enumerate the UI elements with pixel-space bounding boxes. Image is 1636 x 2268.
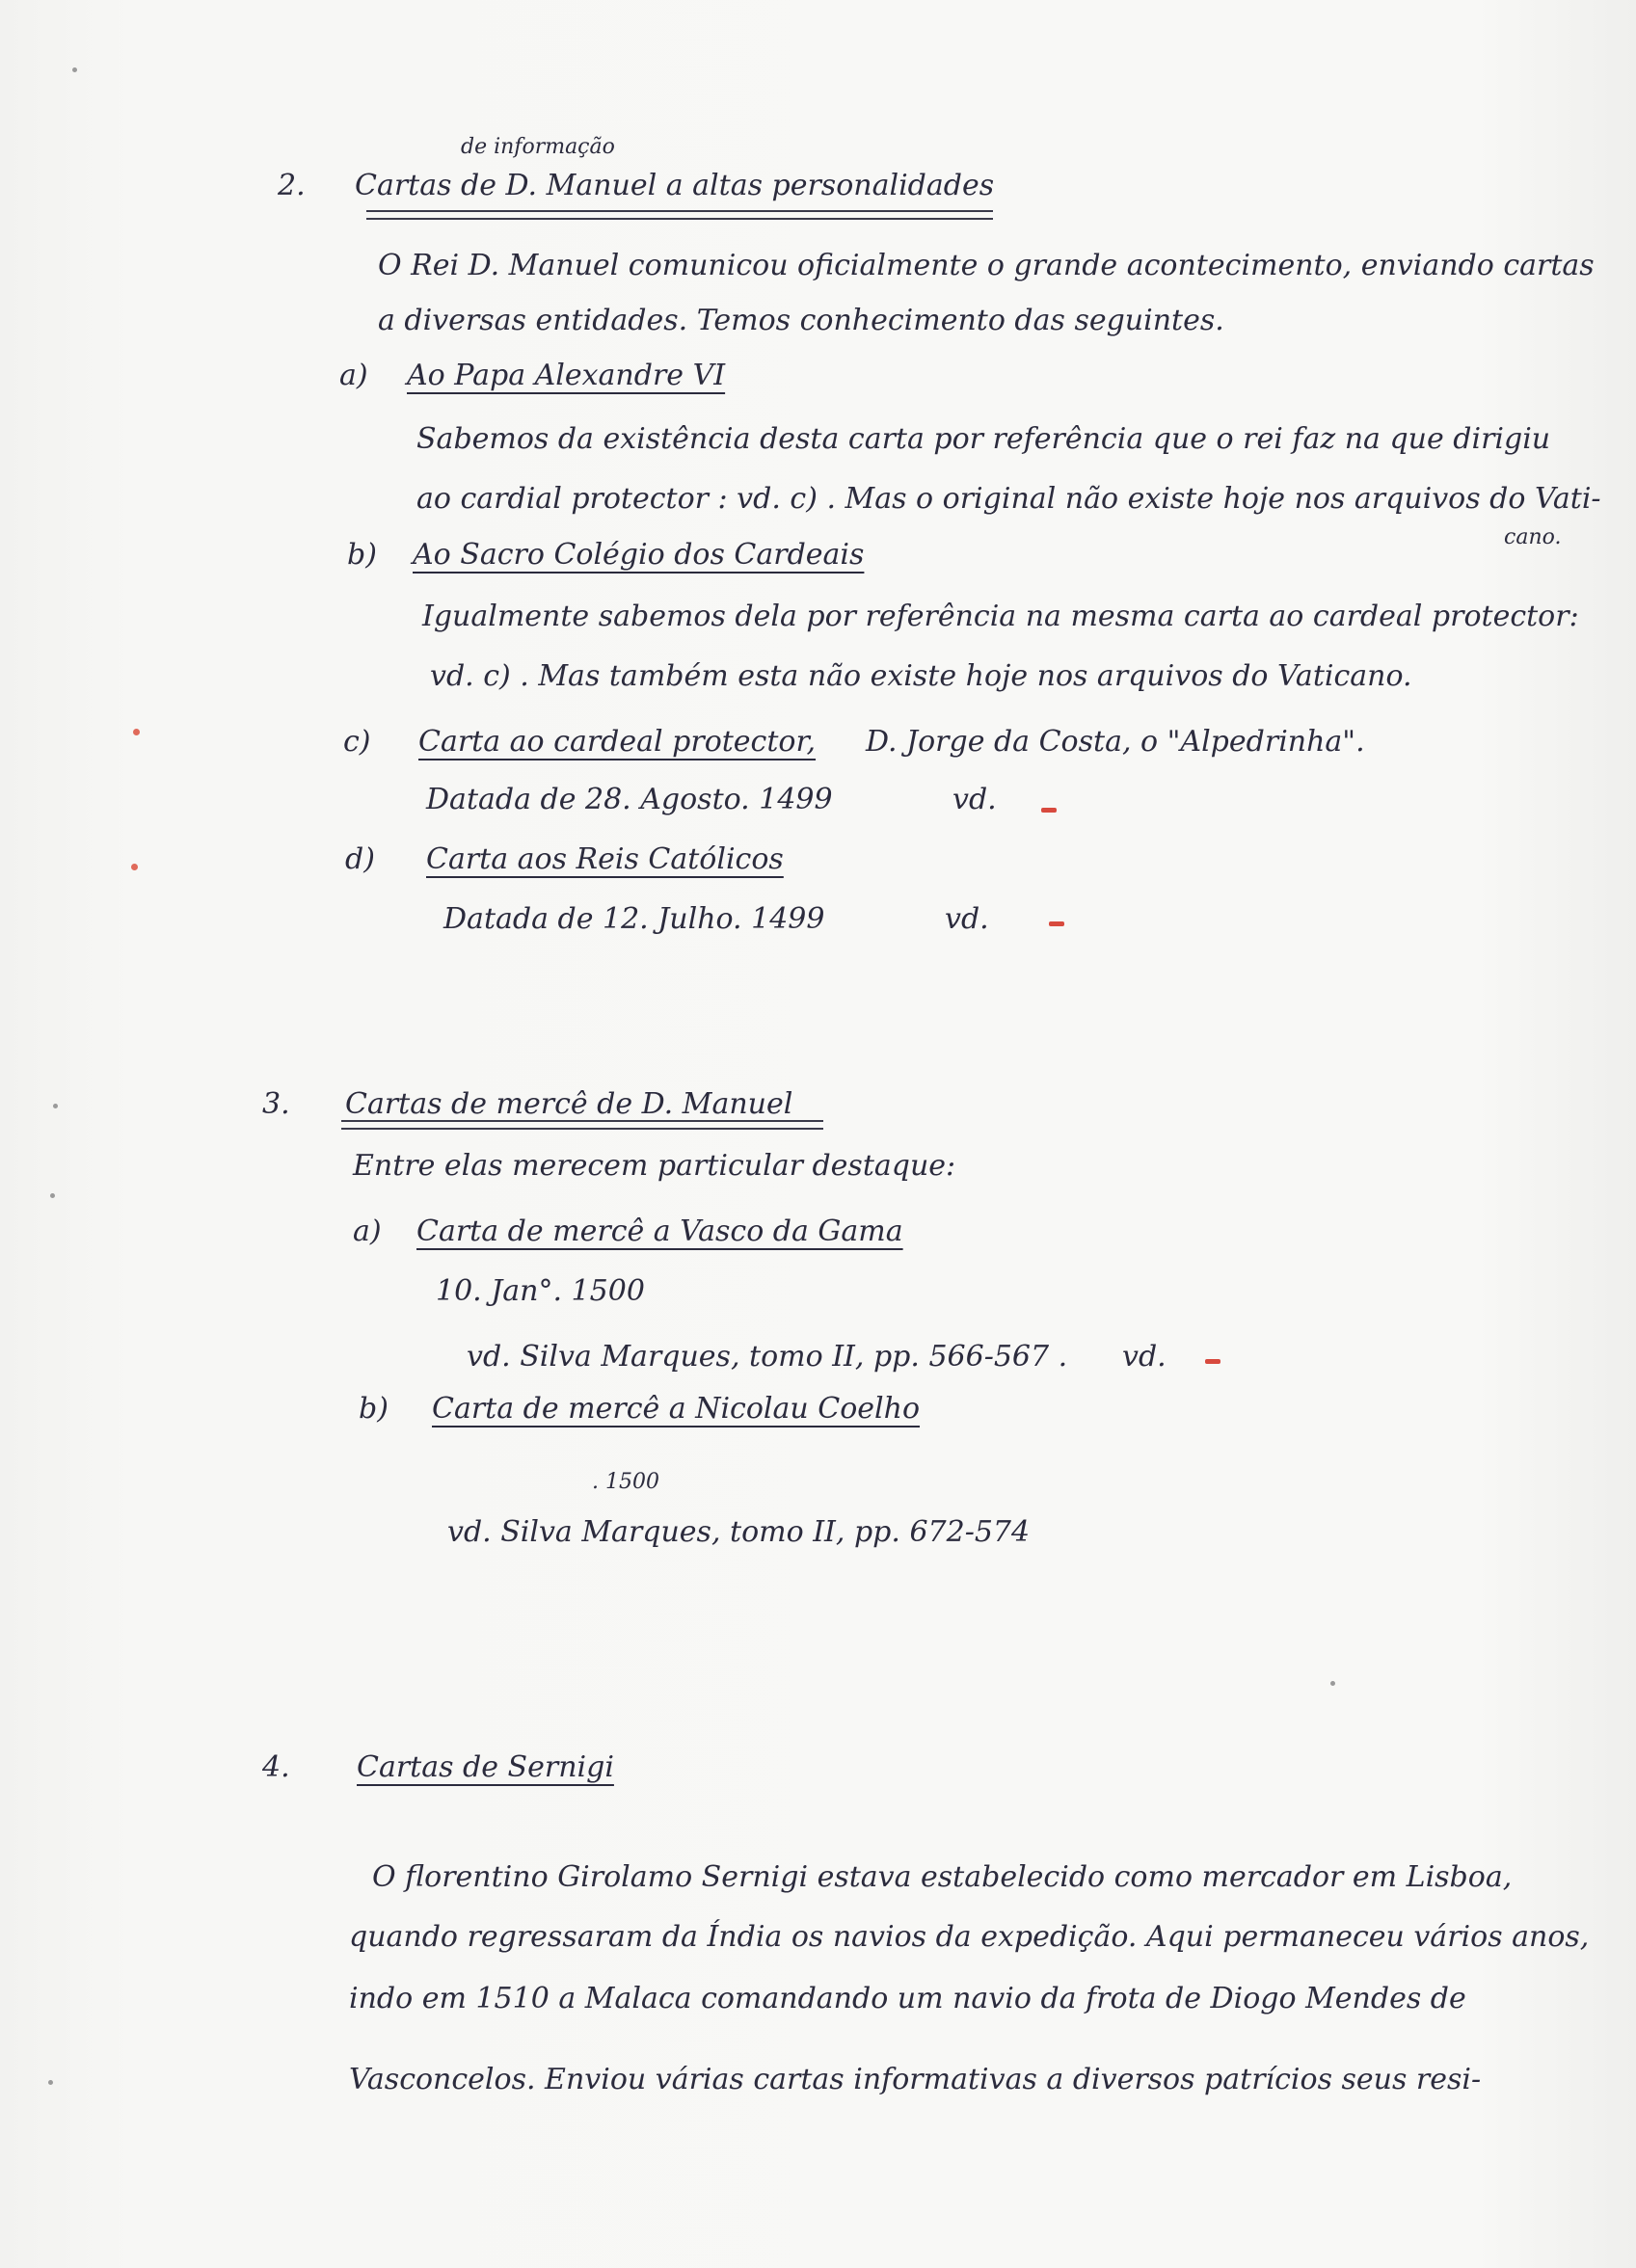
reference-line: vd. Silva Marques, tomo II, pp. 566-567 . [467, 1340, 1068, 1374]
paragraph-line: vd. c) . Mas também esta não existe hoje nos arquivos do Vaticano. [430, 659, 1412, 693]
paragraph-line: O Rei D. Manuel comunicou oficialmente o grande acontecimento, enviando cartas [378, 249, 1595, 282]
red-dash-mark [1205, 1359, 1220, 1364]
red-speck [131, 864, 138, 870]
section-title: Cartas de D. Manuel a altas personalidades [355, 169, 995, 202]
margin-speck [48, 2080, 53, 2085]
date-line: Datada de 28. Agosto. 1499 [426, 783, 833, 816]
vd-reference: vd. [952, 783, 997, 816]
item-title: Carta de mercê a Vasco da Gama [416, 1214, 903, 1248]
reference-line: vd. Silva Marques, tomo II, pp. 672-574 [447, 1515, 1031, 1549]
paragraph-line: a diversas entidades. Temos conhecimento das seguintes. [378, 304, 1224, 337]
item-title-rest: D. Jorge da Costa, o "Alpedrinha". [866, 725, 1365, 759]
section-number: 2. [278, 169, 306, 202]
date-line: . 1500 [592, 1470, 659, 1494]
item-marker: b) [359, 1392, 389, 1426]
item-title: Carta aos Reis Católicos [426, 842, 784, 876]
paragraph-line: cano. [1504, 525, 1562, 549]
item-title: Ao Papa Alexandre VI [407, 359, 726, 392]
section-number: 3. [262, 1087, 290, 1121]
section-title: Cartas de Sernigi [357, 1750, 614, 1784]
title-underline [366, 218, 993, 220]
red-speck [133, 729, 140, 735]
paragraph-line: O florentino Girolamo Sernigi estava estabelecido como mercador em Lisboa, [372, 1860, 1513, 1894]
paragraph-line: indo em 1510 a Malaca comandando um navio da frota de Diogo Mendes de [349, 1982, 1466, 2015]
item-marker: a) [353, 1214, 382, 1248]
insert-above-title: de informação [461, 135, 615, 159]
paragraph-line: ao cardial protector : vd. c) . Mas o original não existe hoje nos arquivos do Vati- [416, 482, 1601, 516]
paragraph-line: Entre elas merecem particular destaque: [353, 1149, 956, 1183]
section-title: Cartas de mercê de D. Manuel [345, 1087, 793, 1121]
item-title: Ao Sacro Colégio dos Cardeais [413, 538, 865, 572]
margin-speck [50, 1193, 55, 1198]
margin-speck [1330, 1681, 1335, 1686]
title-underline [341, 1120, 823, 1122]
item-title: Carta de mercê a Nicolau Coelho [432, 1392, 921, 1426]
paragraph-line: Sabemos da existência desta carta por referência que o rei faz na que dirigiu [416, 422, 1551, 456]
date-line: Datada de 12. Julho. 1499 [443, 902, 825, 936]
date-line: 10. Jan°. 1500 [436, 1274, 645, 1308]
red-dash-mark [1049, 921, 1064, 926]
item-marker: c) [343, 725, 371, 759]
paragraph-line: quando regressaram da Índia os navios da expedição. Aqui permaneceu vários anos, [349, 1920, 1590, 1954]
paragraph-line: Igualmente sabemos dela por referência na mesma carta ao cardeal protector: [422, 600, 1579, 633]
title-underline [341, 1128, 823, 1130]
title-underline [366, 210, 993, 212]
margin-speck [53, 1104, 58, 1108]
item-marker: a) [339, 359, 368, 392]
item-marker: b) [347, 538, 377, 572]
red-dash-mark [1041, 808, 1057, 813]
section-number: 4. [262, 1750, 290, 1784]
vd-reference: vd. [945, 902, 989, 936]
item-title: Carta ao cardeal protector, [418, 725, 817, 759]
paragraph-line: Vasconcelos. Enviou várias cartas informativas a diversos patrícios seus resi- [349, 2063, 1482, 2096]
margin-speck [72, 67, 77, 72]
item-marker: d) [345, 842, 375, 876]
vd-reference: vd. [1122, 1340, 1167, 1374]
